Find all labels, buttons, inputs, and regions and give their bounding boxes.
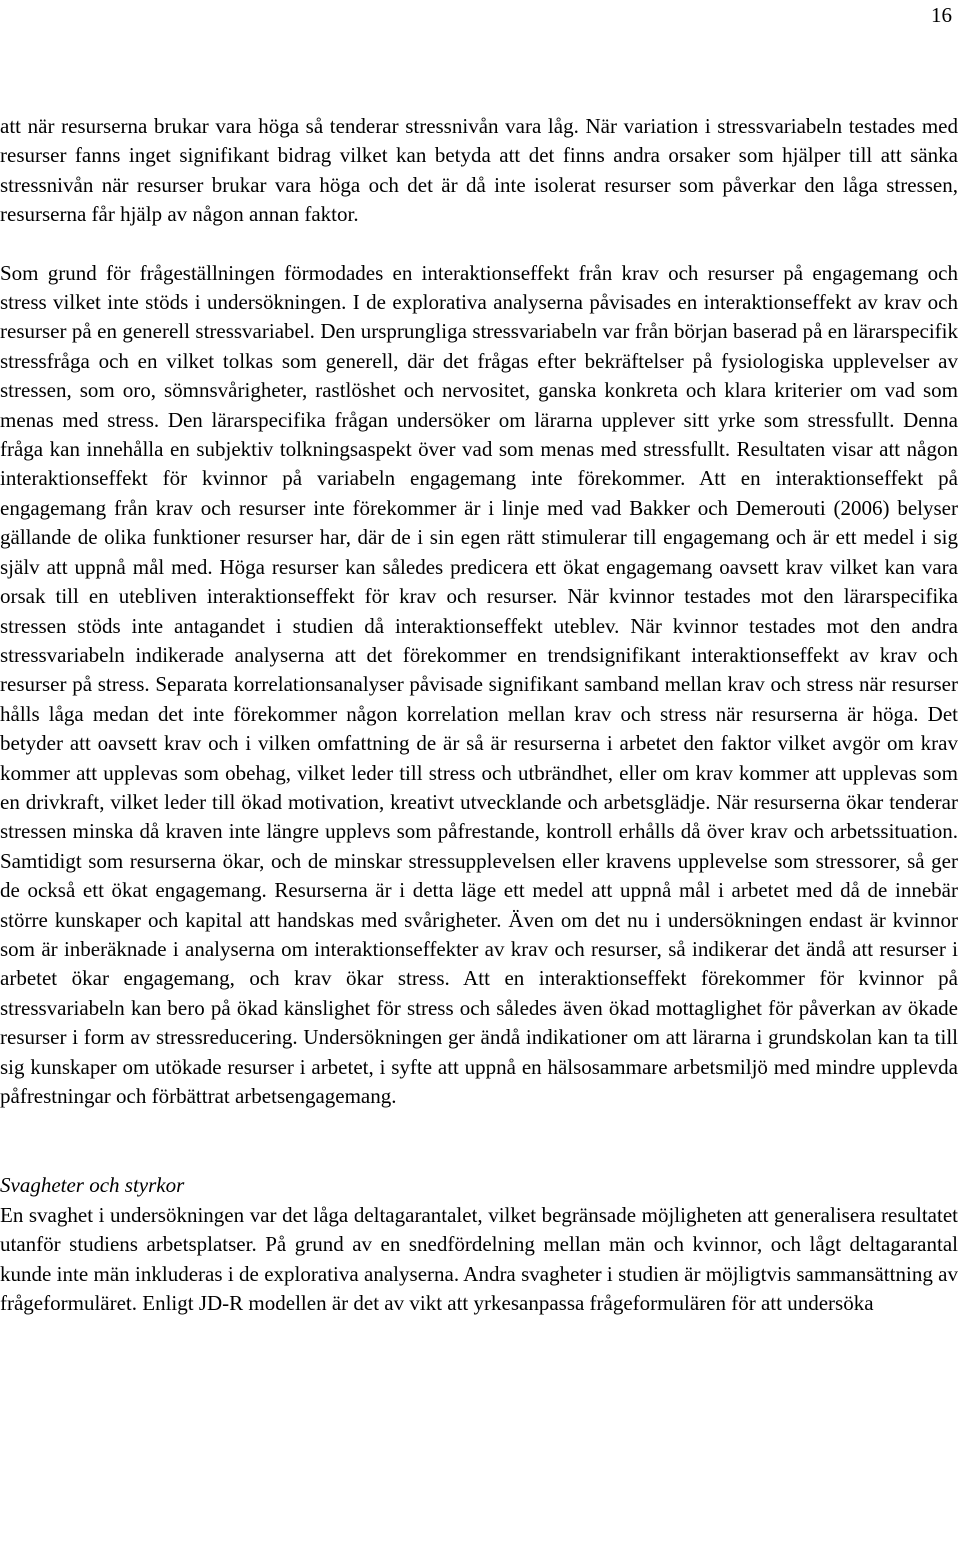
paragraph-interaction-effect: Som grund för frågeställningen förmodades en interaktionseffekt från krav och resurser på engagemang och stress vilket inte stöds i undersökningen. I de explorativa analyserna påvisades en interaktionseffekt av krav och resurser på en generell stressvariabel. Den ursprungliga stressvariabeln var från början baserad på en lärarspecifik stressfråga och en vilket tolkas som generell, där det frågas efter bekräftelser på fysiologiska upplevelser av stressen, som oro, sömnsvårigheter, rastlöshet och nervositet, ganska konkreta och klara kriterier om vad som menas med stress. Den lärarspecifika frågan undersöker om lärarna upplever sitt yrke som stressfullt. Denna fråga kan innehålla en subjektiv tolkningsaspekt över vad som menas med stressfullt. Resultaten visar att någon interaktionseffekt för kvinnor på variabeln engagemang inte förekommer. Att en interaktionseffekt på engagemang från krav och resurser inte förekommer är i linje med vad Bakker och Demerouti (2006) belyser gällande de olika funktioner resurser har, där de i sin egen rätt stimulerar till engagemang och är ett medel i sig själv att uppnå mål med. Höga resurser kan således predicera ett ökat engagemang oavsett krav vilket kan vara orsak till en utebliven interaktionseffekt för krav och resurser. När kvinnor testades mot den lärarspecifika stressen stöds inte antagandet i studien då interaktionseffekt uteblev. När kvinnor testades mot den andra stressvariabeln indikerade analyserna att det förekommer en trendsignifikant interaktionseffekt av krav och resurser på stress. Separata korrelationsanalyser påvisade signifikant samband mellan krav och stress när resurser hålls låga medan det inte förekommer någon korrelation mellan krav och stress när resurserna är höga. Det betyder att oavsett krav och i vilken omfattning de är så är resurserna i arbetet den faktor vilket avgör om krav kommer att upplevas som obehag, vilket leder till stress och utbrändhet, eller om krav kommer att upplevas som en drivkraft, vilket leder till ökad motivation, kreativt utvecklande och arbetsglädje. När resurserna ökar tenderar stressen minska då kraven inte längre upplevs som påfrestande, kontroll erhålls då över krav och arbetssituation. Samtidigt som resurserna ökar, och de minskar stressupplevelsen eller kravens upplevelse som stressorer, så ger de också ett ökat engagemang. Resurserna är i detta läge ett medel att uppnå mål i arbetet med då de innebär större kunskaper och kapital att handskas med svårigheter. Även om det nu i undersökningen endast är kvinnor som är inberäknade i analyserna om interaktionseffekter av krav och resurser, så indikerar det ändå att resurser i arbetet ökar engagemang, och krav ökar stress. Att en interaktionseffekt förekommer för kvinnor på stressvariabeln kan bero på ökad känslighet för stress och således även ökad mottaglighet för påverkan av ökade resurser i form av stressreducering. Undersökningen ger ändå indikationer om att lärarna i grundskolan kan ta till sig kunskaper om utökade resurser i arbetet, i syfte att uppnå en hälsosammare arbetsmiljö med mindre upplevda påfrestningar och förbättrat arbetsengagemang. bbox=[0, 260, 958, 1108]
paragraph-resources-stress: att när resurserna brukar vara höga så tenderar stressnivån vara låg. När variation i stressvariabeln testades med resurser fanns inget signifikant bidrag vilket kan betyda att det finns andra orsaker som hjälper till att sänka stressnivån när resurser brukar vara höga och det är då inte isolerat resurser som påverkar den låga stressen, resurserna får hjälp av någon annan faktor. bbox=[0, 114, 958, 227]
section-heading-weaknesses: Svagheter och styrkor bbox=[0, 1173, 185, 1198]
paragraph-weaknesses: En svaghet i undersökningen var det låga deltagarantalet, vilket begränsade möjligheten att generalisera resultatet utanför studiens arbetsplatser. På grund av en snedfördelning mellan män och kvinnor, och lågt deltagarantal kunde inte män inkluderas i de explorativa analyserna. Andra svagheter i studien är möjligtvis sammansättning av frågeformuläret. Enligt JD-R modellen är det av vikt att yrkesanpassa frågeformulären för att undersöka bbox=[0, 1202, 958, 1316]
page-body bbox=[0, 112, 958, 1318]
page-number: 16 bbox=[931, 3, 952, 27]
